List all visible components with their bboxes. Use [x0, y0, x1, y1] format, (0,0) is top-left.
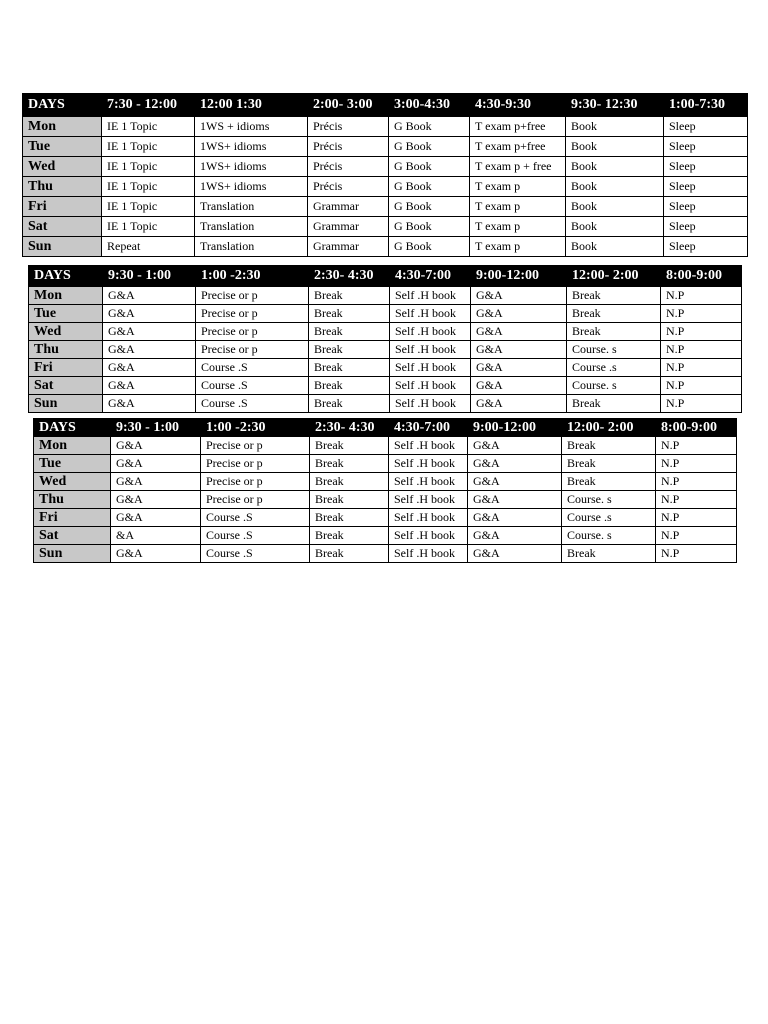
- schedule-cell: Break: [562, 545, 656, 563]
- schedule-cell: Precise or p: [196, 323, 309, 341]
- schedule-cell: &A: [111, 527, 201, 545]
- schedule-cell: Sleep: [664, 137, 748, 157]
- schedule-cell: Self .H book: [390, 341, 471, 359]
- schedule-cell: Self .H book: [389, 437, 468, 455]
- header-cell: 1:00 -2:30: [201, 419, 310, 437]
- schedule-cell: Break: [310, 491, 389, 509]
- schedule-cell: Self .H book: [389, 473, 468, 491]
- schedule-cell: G&A: [471, 287, 567, 305]
- header-cell: 1:00 -2:30: [196, 266, 309, 287]
- schedule-cell: G&A: [103, 323, 196, 341]
- schedule-cell: G&A: [103, 341, 196, 359]
- schedule-cell: 1WS + idioms: [195, 117, 308, 137]
- schedule-cell: Précis: [308, 137, 389, 157]
- schedule-cell: Self .H book: [390, 377, 471, 395]
- schedule-cell: Course .S: [201, 527, 310, 545]
- schedule-table-2: [28, 265, 742, 413]
- schedule-cell: Self .H book: [390, 359, 471, 377]
- schedule-table-3: [33, 418, 737, 563]
- schedule-cell: Course .S: [196, 395, 309, 413]
- schedule-cell: G&A: [103, 377, 196, 395]
- table-row: [23, 137, 748, 157]
- header-row: [29, 266, 742, 287]
- schedule-cell: IE 1 Topic: [102, 137, 195, 157]
- header-cell: 12:00- 2:00: [567, 266, 661, 287]
- day-cell: Fri: [29, 359, 103, 377]
- schedule-cell: G&A: [111, 545, 201, 563]
- schedule-cell: G&A: [103, 359, 196, 377]
- schedule-cell: Sleep: [664, 217, 748, 237]
- schedule-cell: Translation: [195, 197, 308, 217]
- schedule-cell: G Book: [389, 177, 470, 197]
- table-header: [29, 266, 742, 287]
- schedule-cell: N.P: [656, 473, 737, 491]
- schedule-cell: G Book: [389, 117, 470, 137]
- schedule-cell: Course. s: [567, 341, 661, 359]
- schedule-cell: Break: [310, 527, 389, 545]
- day-cell: Thu: [34, 491, 111, 509]
- day-cell: Sun: [29, 395, 103, 413]
- schedule-cell: T exam p: [470, 237, 566, 257]
- table-row: [29, 395, 742, 413]
- schedule-cell: Course .S: [201, 545, 310, 563]
- schedule-cell: Course .S: [196, 359, 309, 377]
- schedule-cell: Book: [566, 177, 664, 197]
- schedule-cell: N.P: [661, 287, 742, 305]
- header-cell: 2:30- 4:30: [310, 419, 389, 437]
- schedule-cell: Course .s: [567, 359, 661, 377]
- day-cell: Sat: [23, 217, 102, 237]
- schedule-cell: IE 1 Topic: [102, 197, 195, 217]
- schedule-cell: IE 1 Topic: [102, 217, 195, 237]
- schedule-cell: Precise or p: [201, 473, 310, 491]
- header-cell: 7:30 - 12:00: [102, 94, 195, 117]
- schedule-cell: Sleep: [664, 197, 748, 217]
- day-cell: Tue: [29, 305, 103, 323]
- schedule-cell: Précis: [308, 157, 389, 177]
- header-cell: 4:30-7:00: [389, 419, 468, 437]
- table-body: [23, 117, 748, 257]
- day-cell: Tue: [23, 137, 102, 157]
- schedule-cell: Break: [309, 323, 390, 341]
- schedule-cell: T exam p: [470, 177, 566, 197]
- schedule-cell: G&A: [103, 305, 196, 323]
- table-row: [29, 305, 742, 323]
- schedule-cell: Grammar: [308, 237, 389, 257]
- schedule-cell: G&A: [468, 473, 562, 491]
- schedule-cell: G&A: [111, 437, 201, 455]
- table-row: [29, 341, 742, 359]
- schedule-cell: N.P: [656, 437, 737, 455]
- day-cell: Mon: [29, 287, 103, 305]
- schedule-cell: Book: [566, 157, 664, 177]
- schedule-cell: Grammar: [308, 217, 389, 237]
- header-row: [23, 94, 748, 117]
- header-cell: DAYS: [29, 266, 103, 287]
- schedule-cell: G&A: [471, 305, 567, 323]
- schedule-cell: G Book: [389, 217, 470, 237]
- schedule-cell: N.P: [656, 527, 737, 545]
- schedule-cell: Course .S: [201, 509, 310, 527]
- schedule-cell: IE 1 Topic: [102, 117, 195, 137]
- schedule-cell: Break: [310, 509, 389, 527]
- header-cell: 2:30- 4:30: [309, 266, 390, 287]
- schedule-cell: Self .H book: [389, 509, 468, 527]
- header-row: [34, 419, 737, 437]
- schedule-cell: Break: [562, 473, 656, 491]
- schedule-cell: N.P: [656, 491, 737, 509]
- schedule-cell: G&A: [468, 491, 562, 509]
- schedule-cell: Break: [310, 473, 389, 491]
- schedule-cell: Break: [562, 455, 656, 473]
- table-row: [23, 217, 748, 237]
- table-row: [34, 545, 737, 563]
- schedule-cell: Self .H book: [390, 323, 471, 341]
- day-cell: Mon: [34, 437, 111, 455]
- schedule-cell: Break: [567, 323, 661, 341]
- schedule-cell: N.P: [656, 509, 737, 527]
- schedule-cell: G&A: [468, 509, 562, 527]
- schedule-cell: Book: [566, 237, 664, 257]
- schedule-cell: G Book: [389, 237, 470, 257]
- schedule-table-1: [22, 93, 748, 257]
- schedule-cell: G&A: [471, 377, 567, 395]
- schedule-cell: G&A: [471, 395, 567, 413]
- schedule-cell: Translation: [195, 237, 308, 257]
- schedule-cell: G Book: [389, 197, 470, 217]
- header-cell: 9:30 - 1:00: [111, 419, 201, 437]
- schedule-cell: Book: [566, 117, 664, 137]
- day-cell: Mon: [23, 117, 102, 137]
- schedule-cell: G&A: [103, 395, 196, 413]
- day-cell: Thu: [23, 177, 102, 197]
- schedule-cell: Break: [309, 377, 390, 395]
- schedule-cell: Break: [310, 545, 389, 563]
- schedule-cell: Break: [310, 437, 389, 455]
- schedule-cell: Self .H book: [389, 545, 468, 563]
- table-row: [29, 359, 742, 377]
- schedule-cell: Sleep: [664, 237, 748, 257]
- table-row: [23, 177, 748, 197]
- schedule-cell: Translation: [195, 217, 308, 237]
- table-row: [29, 287, 742, 305]
- schedule-cell: Self .H book: [390, 305, 471, 323]
- table-row: [23, 237, 748, 257]
- schedule-cell: G&A: [471, 359, 567, 377]
- schedule-cell: G&A: [468, 455, 562, 473]
- schedule-cell: Break: [567, 395, 661, 413]
- schedule-cell: IE 1 Topic: [102, 177, 195, 197]
- schedule-cell: T exam p+free: [470, 137, 566, 157]
- schedule-cell: N.P: [656, 455, 737, 473]
- schedule-cell: T exam p+free: [470, 117, 566, 137]
- schedule-cell: N.P: [661, 359, 742, 377]
- schedule-cell: G&A: [111, 509, 201, 527]
- schedule-cell: G&A: [468, 527, 562, 545]
- schedule-cell: Precise or p: [196, 287, 309, 305]
- schedule-cell: N.P: [656, 545, 737, 563]
- schedule-cell: Course. s: [567, 377, 661, 395]
- schedule-cell: Grammar: [308, 197, 389, 217]
- header-cell: 4:30-7:00: [390, 266, 471, 287]
- day-cell: Fri: [34, 509, 111, 527]
- schedule-cell: N.P: [661, 341, 742, 359]
- table-row: [23, 197, 748, 217]
- table-header: [23, 94, 748, 117]
- table-row: [29, 323, 742, 341]
- schedule-cell: Precise or p: [196, 305, 309, 323]
- schedule-cell: Self .H book: [390, 395, 471, 413]
- table-row: [34, 491, 737, 509]
- schedule-cell: Precise or p: [196, 341, 309, 359]
- table-row: [34, 509, 737, 527]
- table-header: [34, 419, 737, 437]
- day-cell: Sat: [29, 377, 103, 395]
- day-cell: Fri: [23, 197, 102, 217]
- header-cell: 3:00-4:30: [389, 94, 470, 117]
- schedule-cell: N.P: [661, 323, 742, 341]
- table-row: [23, 157, 748, 177]
- schedule-cell: Break: [309, 287, 390, 305]
- day-cell: Wed: [34, 473, 111, 491]
- day-cell: Sun: [34, 545, 111, 563]
- header-cell: 12:00 1:30: [195, 94, 308, 117]
- schedule-cell: G Book: [389, 157, 470, 177]
- schedule-cell: T exam p: [470, 197, 566, 217]
- schedule-cell: G&A: [471, 341, 567, 359]
- schedule-cell: Course. s: [562, 527, 656, 545]
- schedule-cell: N.P: [661, 305, 742, 323]
- schedule-cell: G&A: [111, 455, 201, 473]
- header-cell: 1:00-7:30: [664, 94, 748, 117]
- schedule-cell: Precise or p: [201, 455, 310, 473]
- day-cell: Wed: [29, 323, 103, 341]
- schedule-cell: Book: [566, 137, 664, 157]
- schedule-cell: G&A: [471, 323, 567, 341]
- schedule-cell: Course .S: [196, 377, 309, 395]
- schedule-cell: G&A: [103, 287, 196, 305]
- schedule-cell: Break: [567, 287, 661, 305]
- schedule-cell: Précis: [308, 117, 389, 137]
- header-cell: DAYS: [23, 94, 102, 117]
- schedule-cell: Break: [309, 395, 390, 413]
- table-row: [34, 455, 737, 473]
- schedule-cell: T exam p: [470, 217, 566, 237]
- day-cell: Tue: [34, 455, 111, 473]
- schedule-cell: Course. s: [562, 491, 656, 509]
- schedule-cell: N.P: [661, 395, 742, 413]
- schedule-cell: Précis: [308, 177, 389, 197]
- schedule-cell: Break: [310, 455, 389, 473]
- header-cell: 8:00-9:00: [661, 266, 742, 287]
- schedule-cell: T exam p + free: [470, 157, 566, 177]
- schedule-cell: Precise or p: [201, 437, 310, 455]
- day-cell: Wed: [23, 157, 102, 177]
- schedule-cell: G&A: [111, 491, 201, 509]
- header-cell: 12:00- 2:00: [562, 419, 656, 437]
- schedule-cell: Break: [309, 359, 390, 377]
- schedule-cell: Break: [309, 341, 390, 359]
- schedule-cell: Course .s: [562, 509, 656, 527]
- table-row: [34, 527, 737, 545]
- header-cell: 4:30-9:30: [470, 94, 566, 117]
- schedule-cell: G Book: [389, 137, 470, 157]
- schedule-cell: Sleep: [664, 117, 748, 137]
- schedule-cell: 1WS+ idioms: [195, 157, 308, 177]
- day-cell: Sun: [23, 237, 102, 257]
- schedule-cell: Break: [309, 305, 390, 323]
- day-cell: Sat: [34, 527, 111, 545]
- schedule-cell: 1WS+ idioms: [195, 177, 308, 197]
- header-cell: 8:00-9:00: [656, 419, 737, 437]
- schedule-cell: Break: [567, 305, 661, 323]
- schedule-cell: Sleep: [664, 157, 748, 177]
- schedule-cell: G&A: [111, 473, 201, 491]
- schedule-cell: G&A: [468, 437, 562, 455]
- table-row: [34, 437, 737, 455]
- table-body: [29, 287, 742, 413]
- schedule-cell: Repeat: [102, 237, 195, 257]
- header-cell: 2:00- 3:00: [308, 94, 389, 117]
- schedule-cell: 1WS+ idioms: [195, 137, 308, 157]
- schedule-cell: Book: [566, 197, 664, 217]
- schedule-cell: Self .H book: [389, 491, 468, 509]
- header-cell: 9:30 - 1:00: [103, 266, 196, 287]
- schedule-cell: Sleep: [664, 177, 748, 197]
- header-cell: 9:00-12:00: [468, 419, 562, 437]
- schedule-cell: G&A: [468, 545, 562, 563]
- table-row: [23, 117, 748, 137]
- header-cell: 9:30- 12:30: [566, 94, 664, 117]
- schedule-cell: IE 1 Topic: [102, 157, 195, 177]
- header-cell: DAYS: [34, 419, 111, 437]
- table-row: [29, 377, 742, 395]
- schedule-cell: Self .H book: [389, 527, 468, 545]
- header-cell: 9:00-12:00: [471, 266, 567, 287]
- schedule-cell: Book: [566, 217, 664, 237]
- schedule-cell: Self .H book: [390, 287, 471, 305]
- day-cell: Thu: [29, 341, 103, 359]
- schedule-cell: Self .H book: [389, 455, 468, 473]
- table-body: [34, 437, 737, 563]
- table-row: [34, 473, 737, 491]
- schedule-cell: N.P: [661, 377, 742, 395]
- schedule-cell: Break: [562, 437, 656, 455]
- schedule-cell: Precise or p: [201, 491, 310, 509]
